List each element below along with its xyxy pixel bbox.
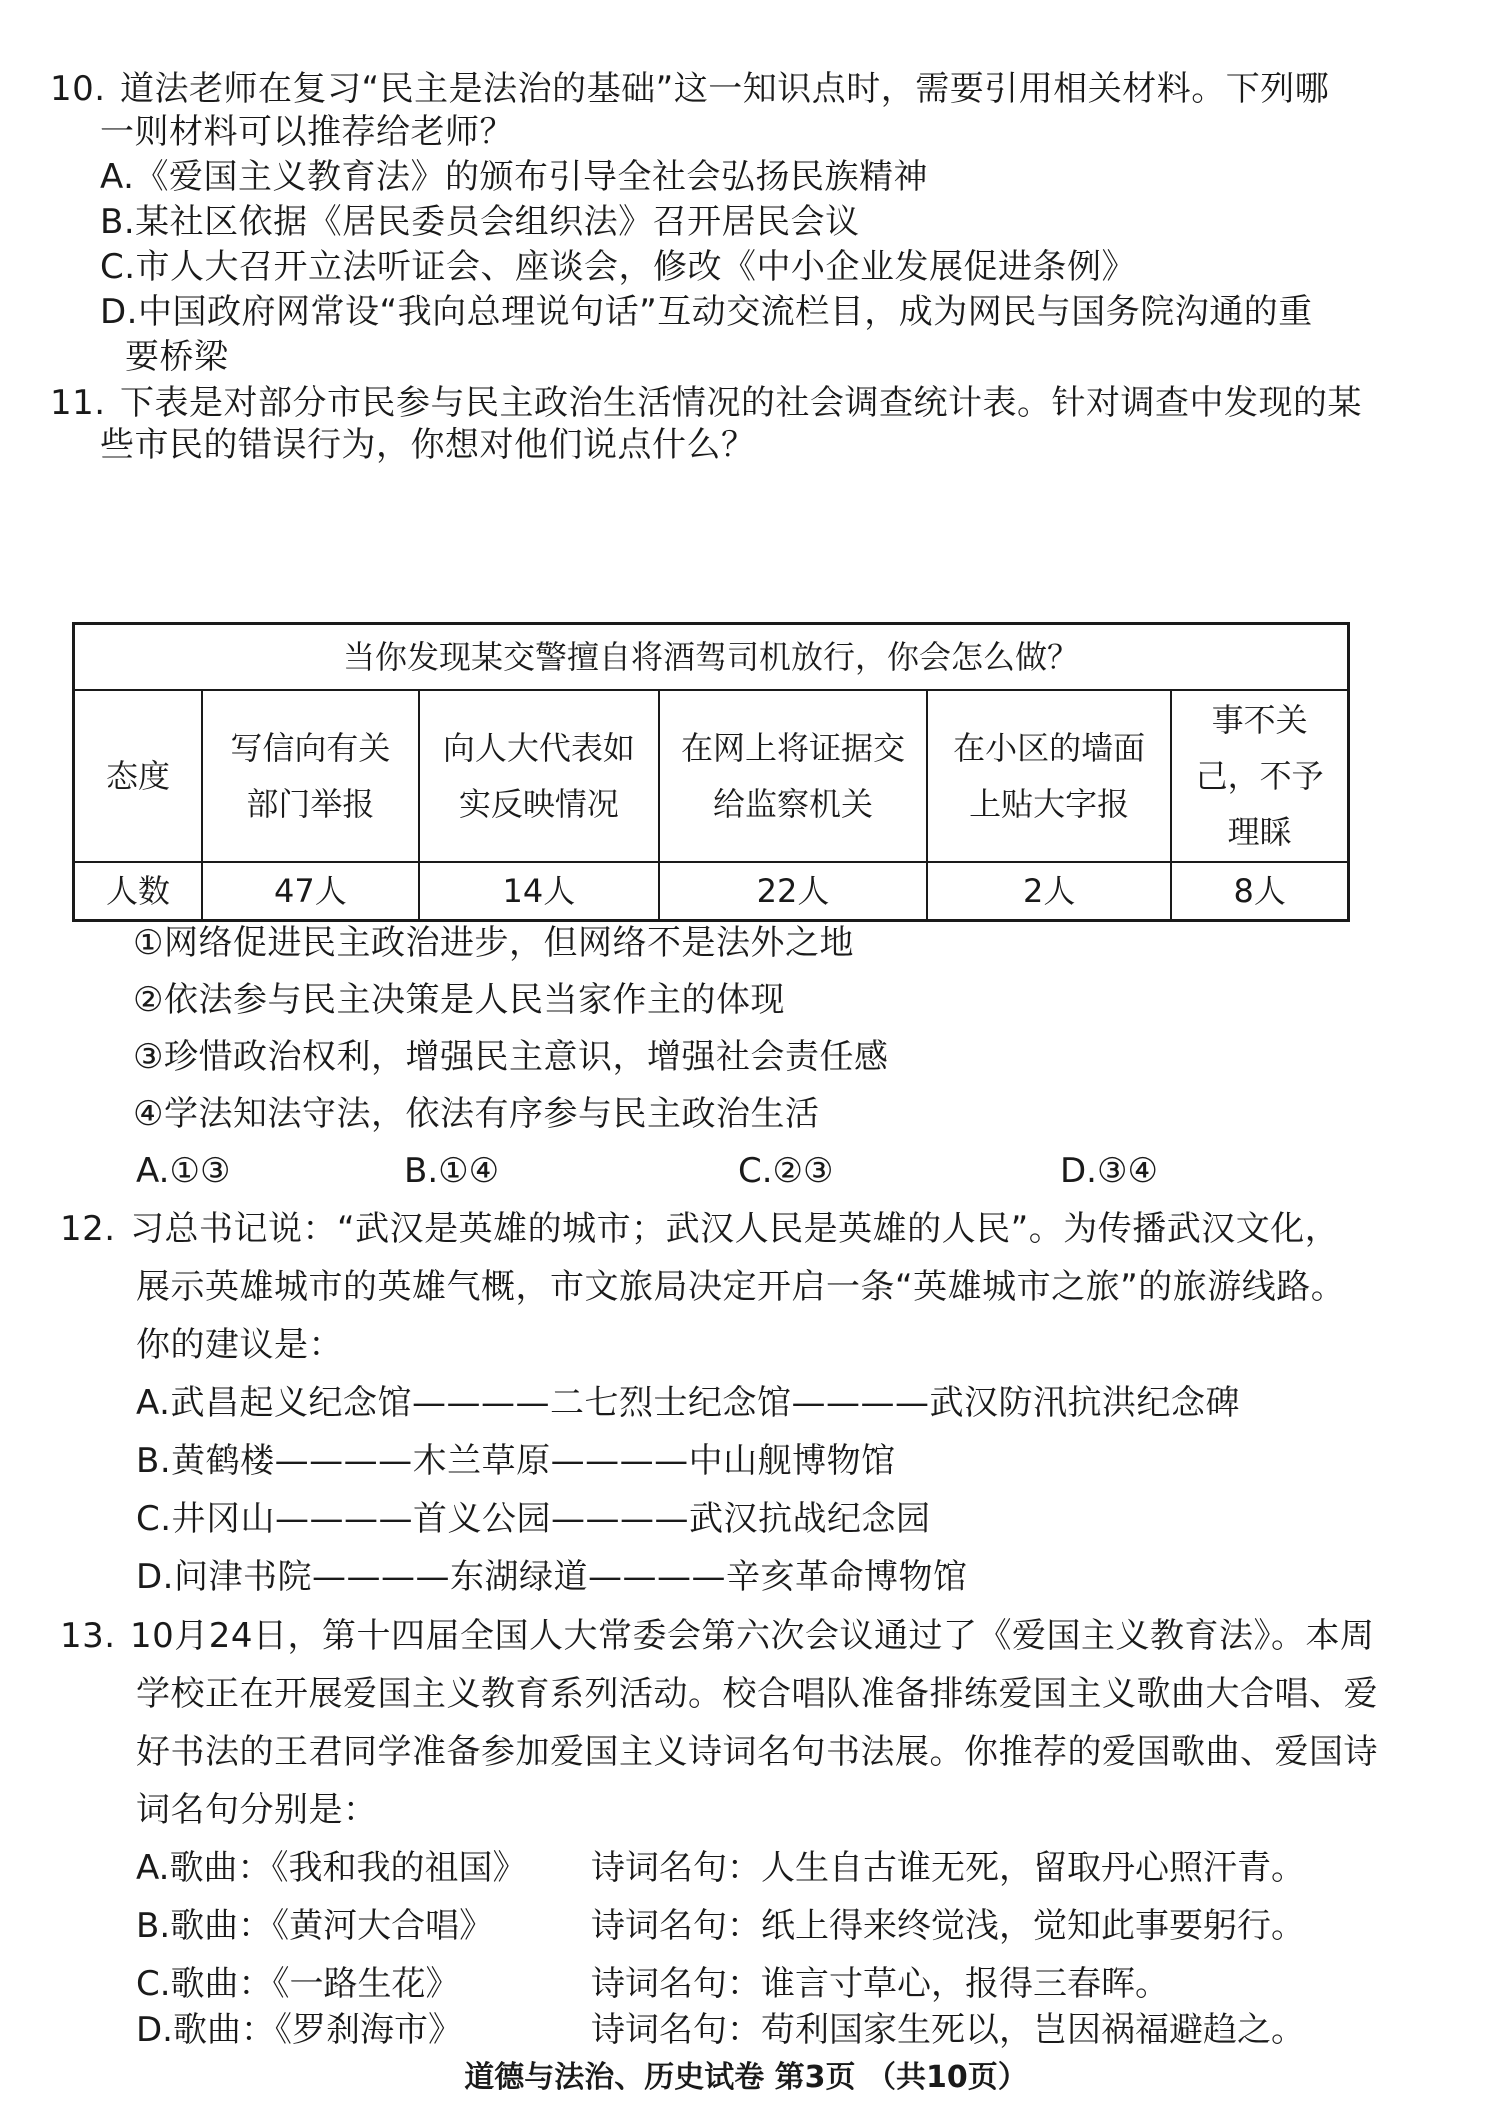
q11-statement-3: ③珍惜政治权利，增强民主意识，增强社会责任感 bbox=[133, 1037, 889, 1077]
attitude-cell-3: 在网上将证据交 给监察机关 bbox=[659, 690, 927, 862]
q12-stem-line3: 你的建议是： bbox=[136, 1325, 343, 1365]
q10-option-a: A.《爱国主义教育法》的颁布引导全社会弘扬民族精神 bbox=[100, 157, 928, 197]
q13-stem-line2: 学校正在开展爱国主义教育系列活动。校合唱队准备排练爱国主义歌曲大合唱、爱 bbox=[136, 1674, 1378, 1714]
count-cell-1: 47人 bbox=[202, 862, 419, 921]
page-footer: 道德与法治、历史试卷 第3页 （共10页） bbox=[464, 2060, 1028, 2095]
attitude-cell-4: 在小区的墙面 上贴大字报 bbox=[927, 690, 1171, 862]
q10-stem-line1: 10. 道法老师在复习“民主是法治的基础”这一知识点时，需要引用相关材料。下列哪 bbox=[50, 64, 1329, 114]
q13-option-a-verse: 诗词名句：人生自古谁无死，留取丹心照汗青。 bbox=[591, 1848, 1305, 1888]
q13-option-c-verse: 诗词名句：谁言寸草心，报得三春晖。 bbox=[591, 1964, 1169, 2004]
q13-stem-line3: 好书法的王君同学准备参加爱国主义诗词名句书法展。你推荐的爱国歌曲、爱国诗 bbox=[136, 1732, 1378, 1772]
count-cell-4: 2人 bbox=[927, 862, 1171, 921]
q11-number: 11. bbox=[50, 383, 106, 423]
attitude-cell-2: 向人大代表如 实反映情况 bbox=[419, 690, 659, 862]
q13-stem-line4: 词名句分别是： bbox=[136, 1790, 378, 1830]
q11-option-a: A.①③ bbox=[136, 1151, 231, 1191]
q13-option-b-song: B.歌曲：《黄河大合唱》 bbox=[136, 1906, 494, 1946]
q12-option-c: C.井冈山————首义公园————武汉抗战纪念园 bbox=[136, 1499, 931, 1539]
survey-table-caption: 当你发现某交警擅自将酒驾司机放行，你会怎么做？ bbox=[74, 624, 1349, 690]
q12-stem-line1: 12. 习总书记说：“武汉是英雄的城市；武汉人民是英雄的人民”。为传播武汉文化， bbox=[60, 1204, 1339, 1254]
q10-option-c: C.市人大召开立法听证会、座谈会，修改《中小企业发展促进条例》 bbox=[100, 247, 1137, 287]
q12-option-b: B.黄鹤楼————木兰草原————中山舰博物馆 bbox=[136, 1441, 896, 1481]
q11-statement-4: ④学法知法守法，依法有序参与民主政治生活 bbox=[133, 1094, 820, 1134]
q13-option-d-song: D.歌曲：《罗刹海市》 bbox=[136, 2010, 462, 2050]
q11-statement-2: ②依法参与民主决策是人民当家作主的体现 bbox=[133, 980, 785, 1020]
q13-option-a-song: A.歌曲：《我和我的祖国》 bbox=[136, 1848, 527, 1888]
q13-number: 13. bbox=[60, 1616, 116, 1656]
q13-option-c-song: C.歌曲：《一路生花》 bbox=[136, 1964, 460, 2004]
q12-option-a: A.武昌起义纪念馆————二七烈士纪念馆————武汉防汛抗洪纪念碑 bbox=[136, 1383, 1240, 1423]
q10-number: 10. bbox=[50, 69, 106, 109]
q13-option-b-verse: 诗词名句：纸上得来终觉浅，觉知此事要躬行。 bbox=[591, 1906, 1305, 1946]
q11-option-c: C.②③ bbox=[738, 1151, 834, 1191]
attitude-cell-5: 事不关 己，不予 理睬 bbox=[1171, 690, 1348, 862]
q10-option-d-line2: 要桥梁 bbox=[125, 337, 229, 377]
q13-option-d-verse: 诗词名句：苟利国家生死以，岂因祸福避趋之。 bbox=[591, 2010, 1305, 2050]
q11-option-d: D.③④ bbox=[1060, 1151, 1158, 1191]
q11-stem-line1: 11. 下表是对部分市民参与民主政治生活情况的社会调查统计表。针对调查中发现的某 bbox=[50, 378, 1362, 428]
q12-option-d: D.问津书院————东湖绿道————辛亥革命博物馆 bbox=[136, 1557, 968, 1597]
q11-stem-line2: 些市民的错误行为，你想对他们说点什么？ bbox=[100, 425, 756, 465]
q11-statement-1: ①网络促进民主政治进步，但网络不是法外之地 bbox=[133, 923, 854, 963]
attitude-cell-1: 写信向有关 部门举报 bbox=[202, 690, 419, 862]
count-header: 人数 bbox=[74, 862, 202, 921]
count-cell-5: 8人 bbox=[1171, 862, 1348, 921]
q10-option-d-line1: D.中国政府网常设“我向总理说句话”互动交流栏目，成为网民与国务院沟通的重 bbox=[100, 292, 1313, 332]
q10-option-b: B.某社区依据《居民委员会组织法》召开居民会议 bbox=[100, 202, 860, 242]
count-cell-2: 14人 bbox=[419, 862, 659, 921]
attitude-header: 态度 bbox=[74, 690, 202, 862]
q11-option-b: B.①④ bbox=[404, 1151, 500, 1191]
q12-number: 12. bbox=[60, 1209, 116, 1249]
count-cell-3: 22人 bbox=[659, 862, 927, 921]
q13-stem-line1: 13. 10月24日，第十四届全国人大常委会第六次会议通过了《爱国主义教育法》。本周 bbox=[60, 1611, 1375, 1661]
q10-stem-line2: 一则材料可以推荐给老师？ bbox=[100, 112, 514, 152]
survey-table bbox=[72, 622, 1350, 922]
q12-stem-line2: 展示英雄城市的英雄气概，市文旅局决定开启一条“英雄城市之旅”的旅游线路。 bbox=[136, 1267, 1346, 1307]
